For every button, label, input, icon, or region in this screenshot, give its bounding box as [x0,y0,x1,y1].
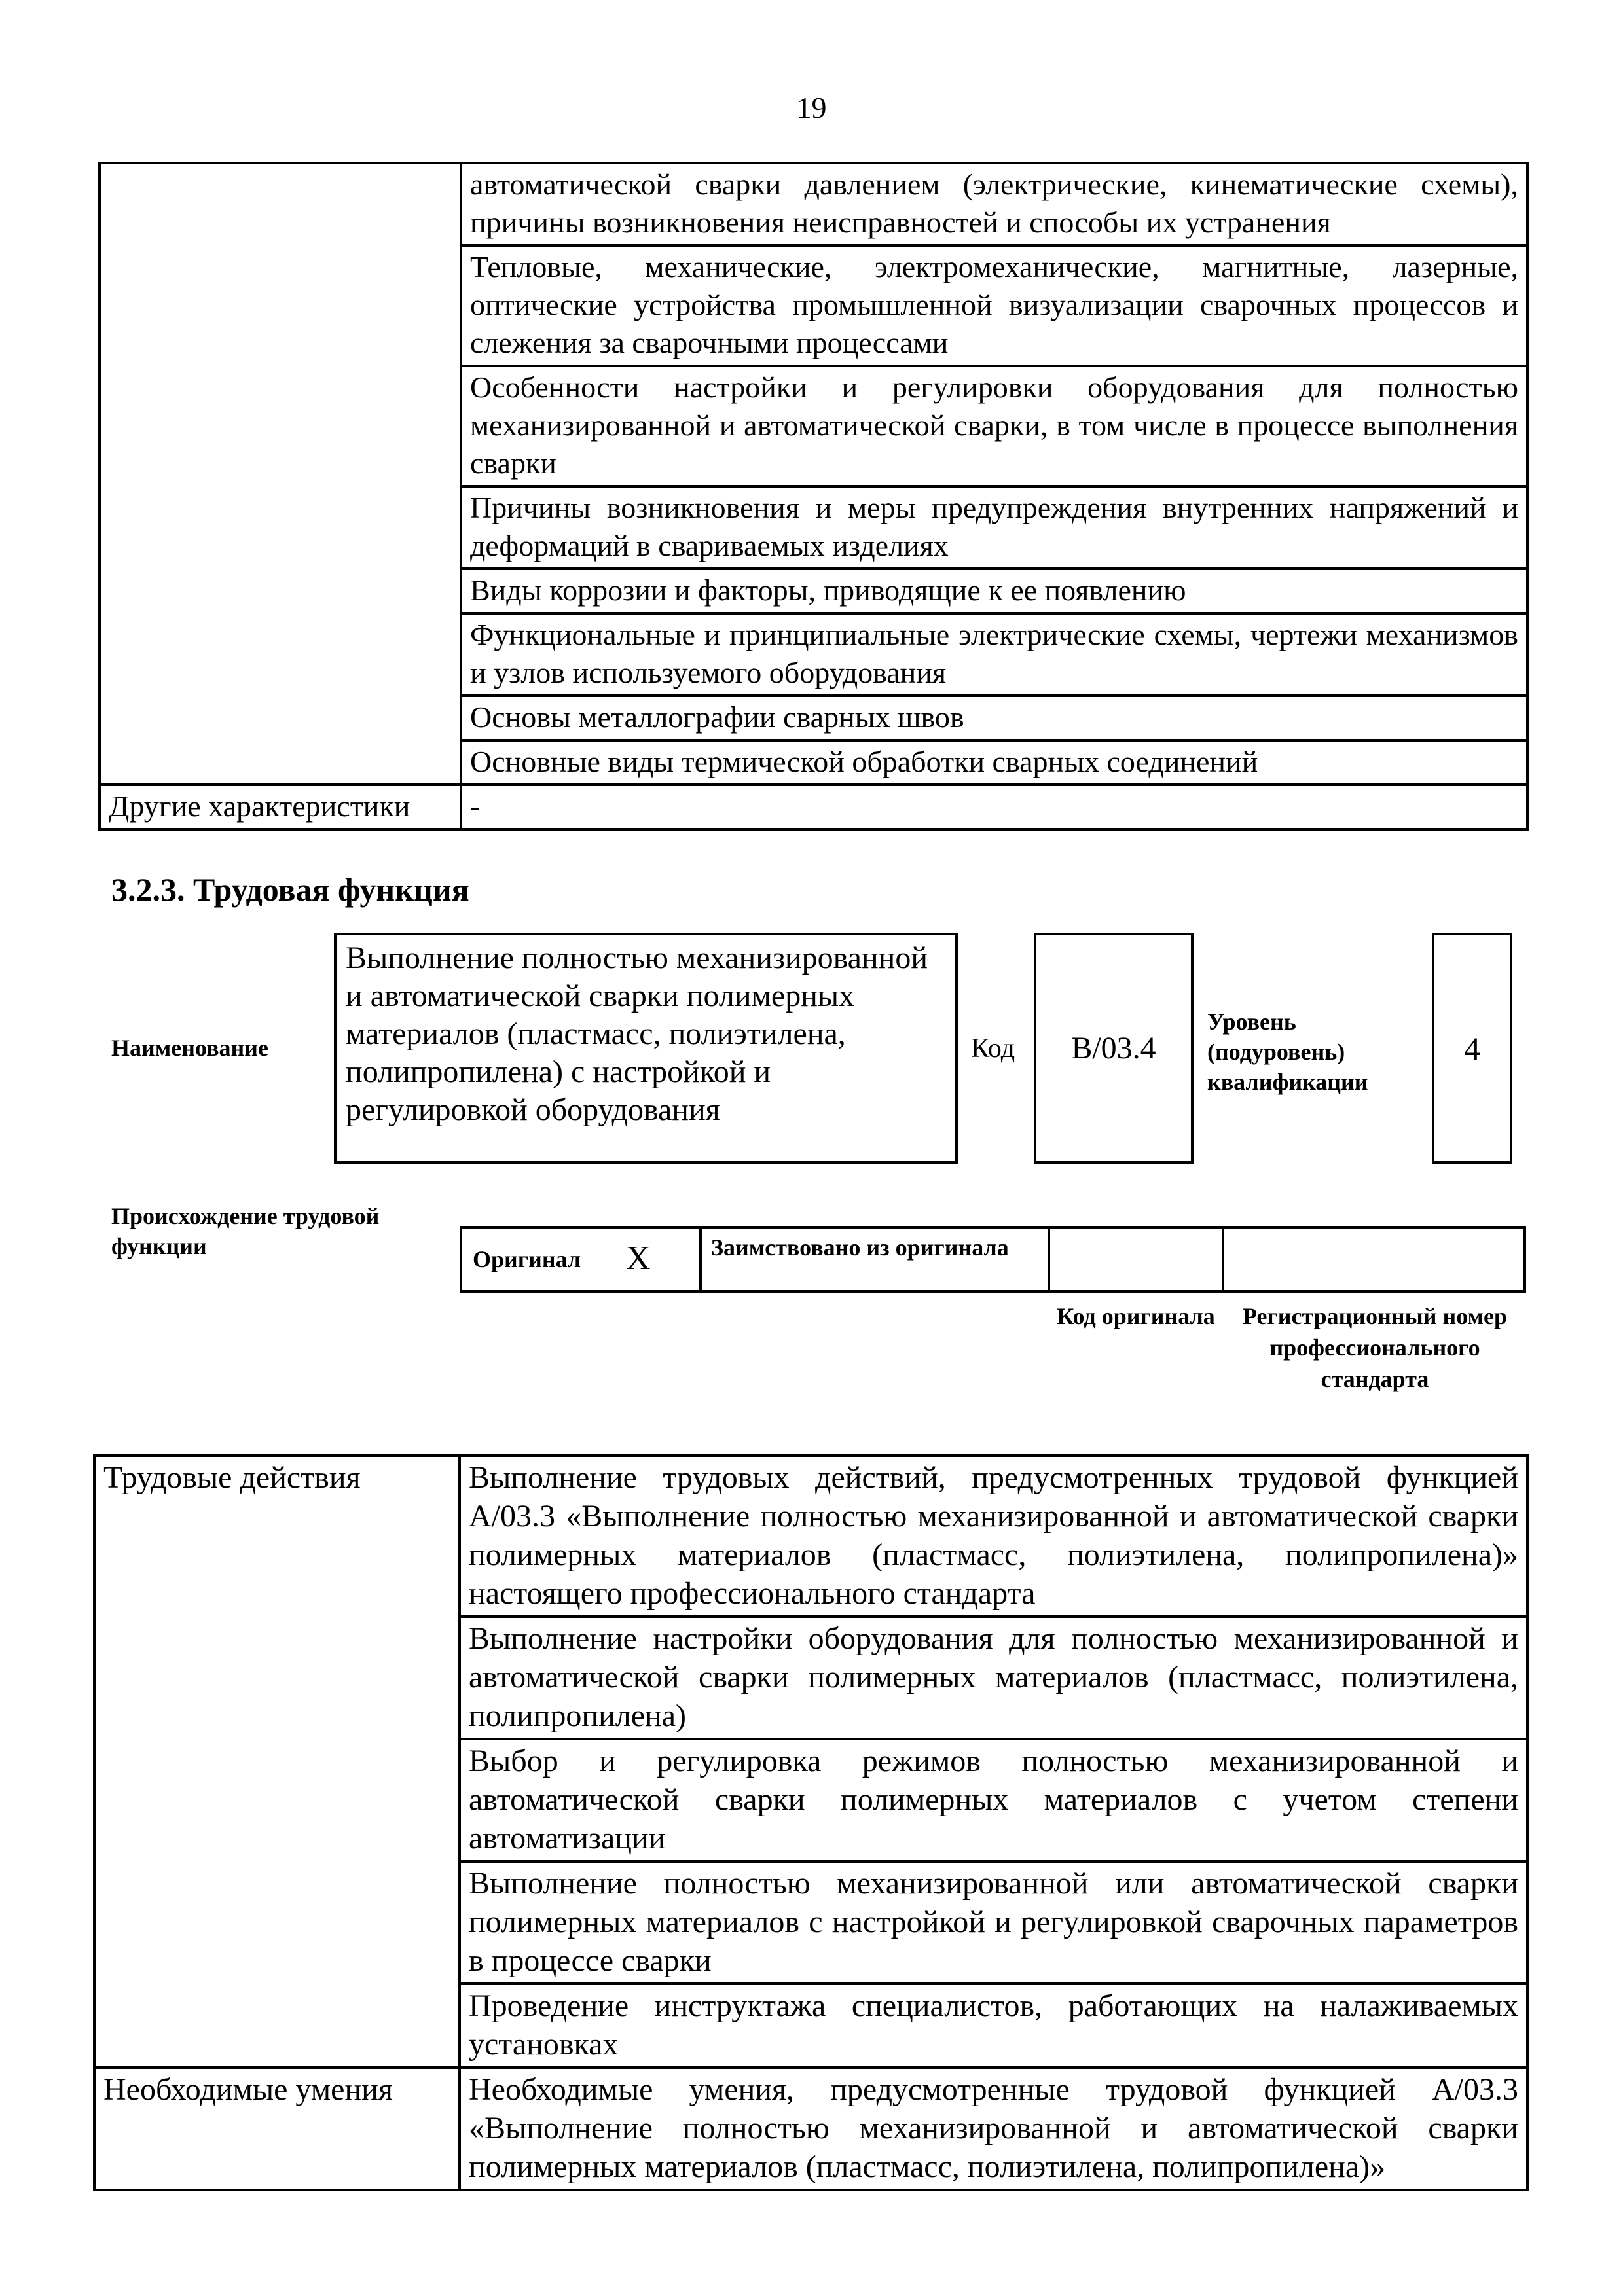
knowledge-item: Виды коррозии и факторы, приводящие к ее появлению [461,569,1527,613]
knowledge-item: Причины возникновения и меры предупреждения внутренних напряжений и деформаций в свариваемых изделиях [461,486,1527,569]
function-name-value: Выполнение полностью механизированной и автоматической сварки полимерных материалов (пластмасс, полиэтилена, полипропилена) с настройкой и регулировкой оборудования [346,941,928,1127]
knowledge-item: Особенности настройки и регулировки оборудования для полностью механизированной и автоматической сварки, в том числе в процессе выполнения сварки [461,366,1527,486]
original-label: Оригинал [473,1246,581,1272]
origin-label: Происхождение трудовой функции [111,1203,380,1259]
borrowed-cell [699,1226,1050,1293]
knowledge-item: Тепловые, механические, электромеханические, магнитные, лазерные, оптические устройства промышленной визуализации сварочных процессов и слежения за сварочными процессами [461,245,1527,366]
action-item: Выполнение настройки оборудования для полностью механизированной и автоматической сварки полимерных материалов (пластмасс, полиэтилена, полипропилена) [460,1617,1527,1739]
actions-label: Трудовые действия [94,1456,460,2068]
code-label: Код [971,1033,1015,1064]
action-item: Выполнение трудовых действий, предусмотренных трудовой функцией А/03.3 «Выполнение полностью механизированной и автоматической сварки полимерных материалов (пластмасс, полиэтилена, полипропилена)» настоящего профессионального стандарта [460,1456,1527,1617]
section-title: 3.2.3. Трудовая функция [111,871,469,908]
function-name-box [334,933,958,1164]
table-row [94,1456,1527,1617]
knowledge-item: Основные виды термической обработки сварных соединений [461,740,1527,785]
actions-table [93,1454,1529,2191]
level-label: Уровень (подуровень) квалификации [1207,1009,1368,1095]
skill-item: Необходимые умения, предусмотренные трудовой функцией А/03.3 «Выполнение полностью механизированной и автоматической сварки полимерных материалов (пластмасс, полиэтилена, полипропилена)» [460,2068,1527,2190]
action-item: Выбор и регулировка режимов полностью механизированной и автоматической сварки полимерных материалов с учетом степени автоматизации [460,1739,1527,1861]
knowledge-item: Функциональные и принципиальные электрические схемы, чертежи механизмов и узлов используемого оборудования [461,613,1527,696]
action-item: Проведение инструктажа специалистов, работающих на налаживаемых установках [460,1984,1527,2068]
borrowed-label: Заимствовано из оригинала [711,1234,1009,1261]
code-box [1034,933,1194,1164]
registration-number-caption: Регистрационный номер профессионального стандарта [1242,1303,1508,1392]
knowledge-item: автоматической сварки давлением (электрические, кинематические схемы), причины возникновения неисправностей и способы их устранения [461,163,1527,245]
page-number: 19 [796,91,827,124]
origin-row [460,1226,1526,1293]
knowledge-table [98,162,1529,831]
table-row [100,163,1527,245]
empty-label-cell [100,163,461,785]
skills-label: Необходимые умения [94,2068,460,2190]
other-characteristics-value: - [461,785,1527,829]
table-row [100,785,1527,829]
registration-number-cell [1222,1226,1526,1293]
action-item: Выполнение полностью механизированной или автоматической сварки полимерных материалов с настройкой и регулировкой сварочных параметров в процессе сварки [460,1861,1527,1984]
table-row [94,2068,1527,2190]
original-code-cell [1048,1226,1224,1293]
other-characteristics-label: Другие характеристики [100,785,461,829]
knowledge-item: Основы металлографии сварных швов [461,696,1527,740]
level-value: 4 [1464,1030,1480,1067]
code-value: B/03.4 [1071,1031,1156,1066]
original-code-caption: Код оригинала [1057,1303,1215,1329]
original-cell [460,1226,702,1293]
original-mark: X [626,1240,651,1277]
name-label: Наименование [111,1035,268,1061]
level-box [1432,933,1512,1164]
